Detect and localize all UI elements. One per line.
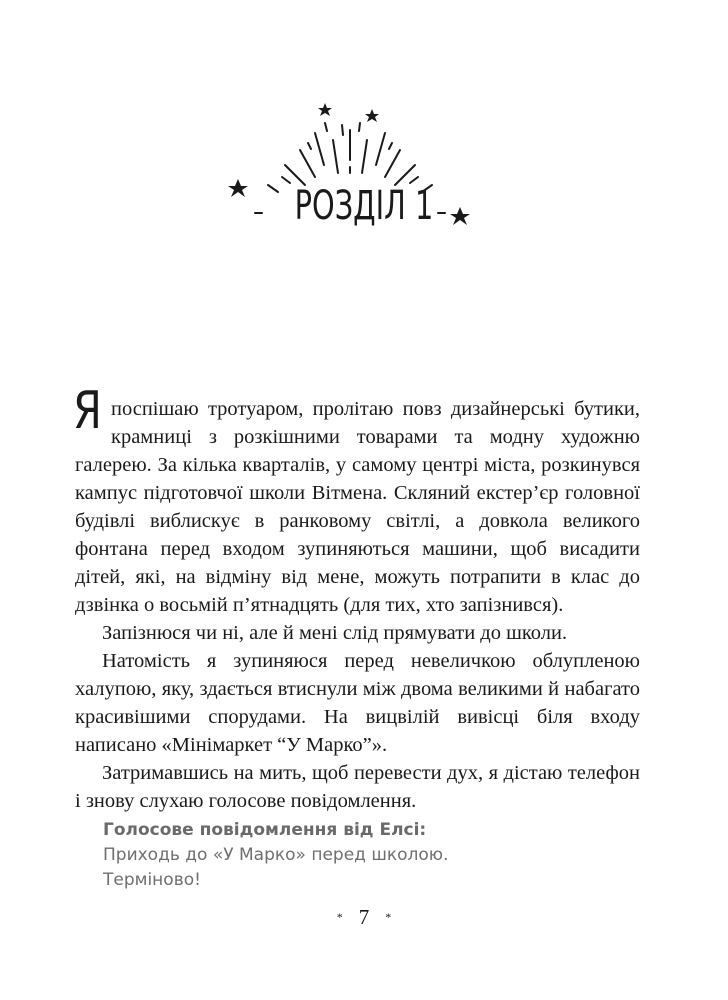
ornament-ray	[308, 143, 311, 149]
footer-star-left: *	[336, 910, 343, 924]
ornament-ray	[389, 143, 392, 149]
chapter-title: РОЗДІЛ 1	[294, 183, 434, 229]
page-number: 7	[358, 905, 370, 929]
ornament-ray	[359, 123, 360, 131]
paragraph	[73, 381, 640, 619]
voicemail-block	[103, 818, 603, 893]
ornament-ray	[325, 123, 327, 131]
drop-cap: Я	[73, 381, 102, 441]
ornament-ray	[315, 133, 324, 165]
ornament-ray	[342, 125, 343, 135]
paragraph: Запізнюся чи ні, але й мені слід прямувати до школи.	[102, 622, 568, 644]
paragraph-text: поспішаю тротуаром, пролітаю повз дизайнерські бутики, крамниці з розкішними товарами та модну художню галерею. За кілька кварталів, у самому центрі міста, розкинувся кампус підготовчої школи Вітмена. Скляний екстер’єр головної будівлі виблискує в ранковому світлі, а довкола великого фонтана перед входом зупиняються машини, щоб висадити дітей, які, на відміну від мене, можуть потрапити в клас до дзвінка о восьмій п’ятнадцять (для тих, хто запізнився).	[75, 398, 640, 616]
paragraph: Затримавшись на мить, щоб перевести дух, я дістаю телефон і знову слухаю голосове повідомлення.	[75, 762, 640, 812]
voicemail-line: Терміново!	[103, 870, 201, 890]
ornament-ray	[385, 150, 400, 177]
star-icon	[318, 103, 332, 116]
paragraph: Натомість я зупиняюся перед невеличкою облупленою халупою, яку, здається втиснули між двома великими й набагато красивішими спорудами. На вицвілій вивісці біля входу написано «Мінімаркет “У Марко”».	[75, 650, 640, 756]
ornament-ray	[333, 140, 338, 173]
star-icon	[365, 109, 379, 122]
ornament-ray	[362, 140, 367, 173]
voicemail-line: Приходь до «У Марко» перед школою.	[103, 845, 449, 865]
voicemail-heading: Голосове повідомлення від Елсі:	[103, 820, 427, 840]
chapter-body	[73, 381, 640, 815]
page-footer	[0, 905, 728, 930]
ornament-ray	[300, 150, 315, 177]
ornament-ray	[376, 133, 385, 165]
footer-star-right: *	[385, 910, 392, 924]
